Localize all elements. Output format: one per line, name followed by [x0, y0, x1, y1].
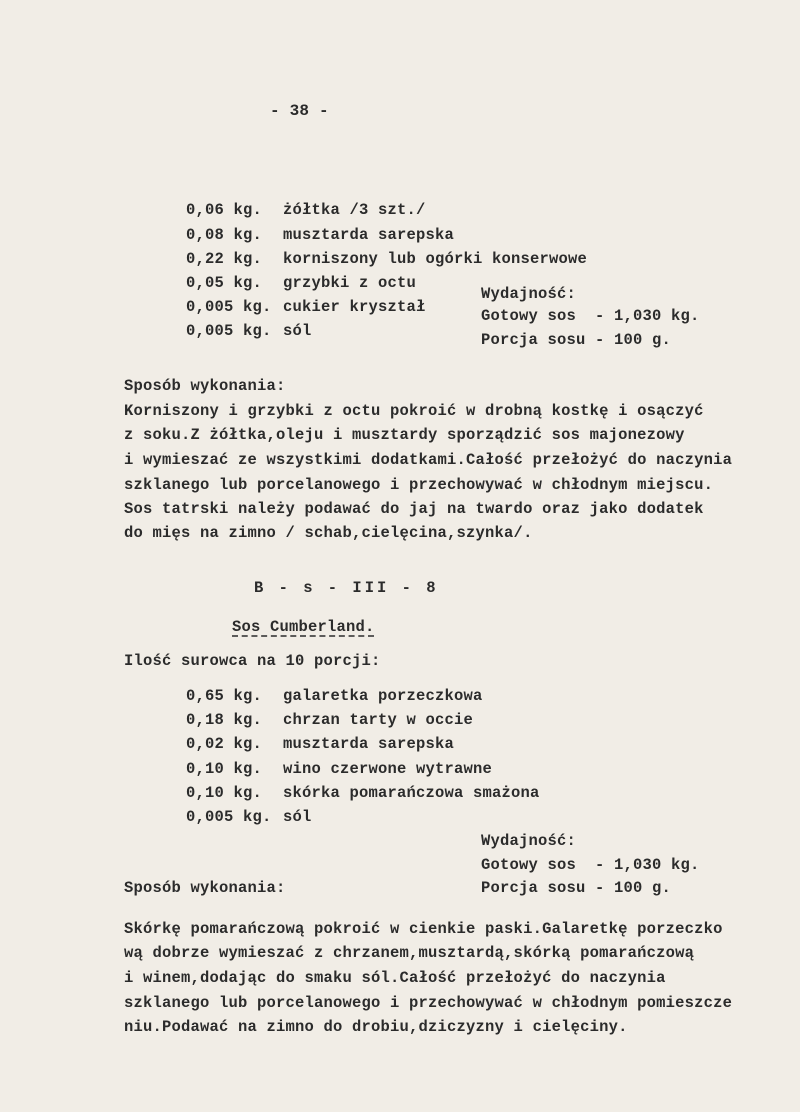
- ingredient-qty: 0,06 kg.: [186, 201, 263, 219]
- recipe-code: B - s - III - 8: [254, 579, 439, 597]
- ingredient-qty: 0,05 kg.: [186, 274, 263, 292]
- recipe-title: Sos Cumberland.: [232, 618, 375, 636]
- ingredient-qty: 0,18 kg.: [186, 711, 263, 729]
- method-line: do mięs na zimno / schab,cielęcina,szynka/.: [124, 524, 533, 542]
- ingredient-name: sól: [283, 322, 312, 340]
- ingredient-qty: 0,22 kg.: [186, 250, 263, 268]
- ingredient-qty: 0,02 kg.: [186, 735, 263, 753]
- yield-line: Gotowy sos - 1,030 kg.: [481, 307, 700, 325]
- method-line: szklanego lub porcelanowego i przechowywać w chłodnym pomieszcze: [124, 994, 733, 1012]
- ingredient-name: żółtka /3 szt./: [283, 201, 426, 219]
- ingredient-name: cukier kryształ: [283, 298, 426, 316]
- ingredient-name: sól: [283, 808, 312, 826]
- ingredient-qty: 0,10 kg.: [186, 760, 263, 778]
- ingredient-qty: 0,005 kg.: [186, 322, 272, 340]
- ingredient-qty: 0,65 kg.: [186, 687, 263, 705]
- method-line: niu.Podawać na zimno do drobiu,dziczyzny i cielęciny.: [124, 1018, 628, 1036]
- method-line: Korniszony i grzybki z octu pokroić w drobną kostkę i osączyć: [124, 402, 704, 420]
- ingredient-name: chrzan tarty w occie: [283, 711, 474, 729]
- method-line: i wymieszać ze wszystkimi dodatkami.Całość przełożyć do naczynia: [124, 451, 733, 469]
- method-line: Sos tatrski należy podawać do jaj na twardo oraz jako dodatek: [124, 500, 704, 518]
- ingredient-qty: 0,005 kg.: [186, 298, 272, 316]
- ingredient-name: skórka pomarańczowa smażona: [283, 784, 540, 802]
- yield-line: Gotowy sos - 1,030 kg.: [481, 856, 700, 874]
- ingredient-qty: 0,10 kg.: [186, 784, 263, 802]
- ingredient-name: musztarda sarepska: [283, 226, 455, 244]
- yield-line: Porcja sosu - 100 g.: [481, 331, 672, 349]
- ingredient-name: wino czerwone wytrawne: [283, 760, 493, 778]
- ingredient-name: grzybki z octu: [283, 274, 417, 292]
- ingredient-qty: 0,08 kg.: [186, 226, 263, 244]
- yield-label: Wydajność:: [481, 285, 577, 303]
- quantity-label: Ilość surowca na 10 porcji:: [124, 652, 381, 670]
- ingredient-name: musztarda sarepska: [283, 735, 455, 753]
- ingredient-qty: 0,005 kg.: [186, 808, 272, 826]
- method-label: Sposób wykonania:: [124, 879, 286, 897]
- ingredient-name: korniszony lub ogórki konserwowe: [283, 250, 588, 268]
- method-line: i winem,dodając do smaku sól.Całość przełożyć do naczynia: [124, 969, 666, 987]
- method-line: wą dobrze wymieszać z chrzanem,musztardą,skórką pomarańczową: [124, 944, 695, 962]
- method-line: szklanego lub porcelanowego i przechowywać w chłodnym miejscu.: [124, 476, 714, 494]
- yield-label: Wydajność:: [481, 832, 577, 850]
- yield-line: Porcja sosu - 100 g.: [481, 879, 672, 897]
- page-number: - 38 -: [270, 102, 329, 120]
- ingredient-name: galaretka porzeczkowa: [283, 687, 483, 705]
- method-label: Sposób wykonania:: [124, 377, 286, 395]
- method-line: Skórkę pomarańczową pokroić w cienkie paski.Galaretkę porzeczko: [124, 920, 723, 938]
- method-line: z soku.Z żółtka,oleju i musztardy sporządzić sos majonezowy: [124, 426, 685, 444]
